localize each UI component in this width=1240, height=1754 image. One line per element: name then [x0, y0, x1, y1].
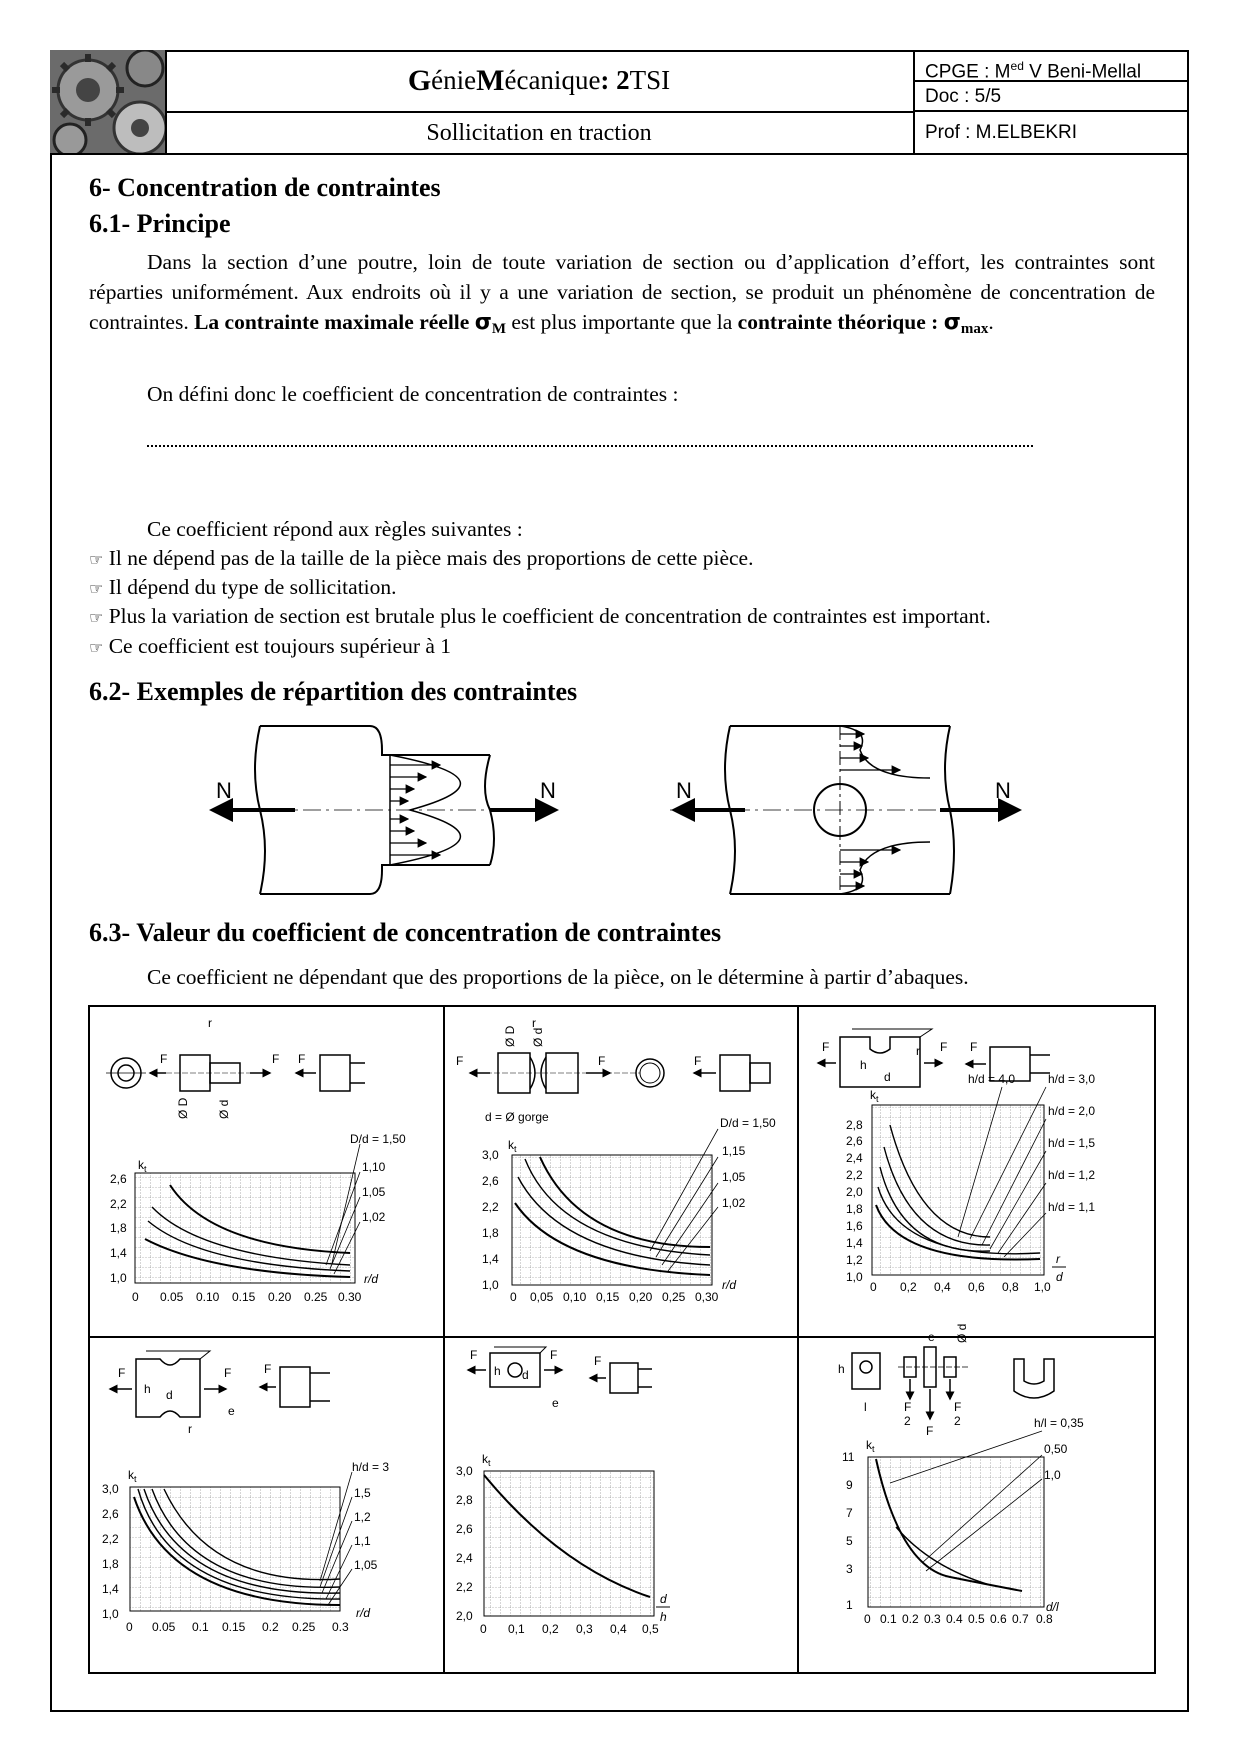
radius-label: r [188, 1422, 192, 1436]
document-title: G énie M écanique : 2 TSI [165, 50, 913, 113]
abaque-plate-with-hole [456, 1347, 670, 1636]
x-axis-label-num: d [660, 1592, 667, 1606]
prof-name: Prof : M.ELBEKRI [925, 122, 1078, 143]
x-axis-label: r/d [364, 1272, 379, 1286]
x-tick: 0,25 [662, 1290, 686, 1304]
x-tick: 0,30 [695, 1290, 719, 1304]
x-tick: 0,2 [542, 1622, 559, 1636]
force-label: F [118, 1366, 126, 1380]
y-tick: 2,0 [846, 1185, 863, 1199]
section-6-title: 6- Concentration de contraintes [89, 173, 441, 202]
force-label-right: N [540, 778, 556, 803]
kt-label: $k_t$ [866, 1438, 875, 1454]
x-axis-label-den: d [1056, 1270, 1063, 1284]
curve-label: 1,5 [354, 1486, 371, 1500]
curve-label: 1,15 [722, 1144, 746, 1158]
y-tick: 7 [846, 1506, 853, 1520]
curve-label: 1,05 [354, 1558, 378, 1572]
force-fraction-label: F [904, 1400, 912, 1414]
header [50, 50, 1189, 155]
y-tick: 11 [842, 1450, 855, 1464]
curve-label: D/d = 1,50 [720, 1116, 776, 1130]
force-label-right: N [995, 778, 1011, 803]
y-tick: 1,4 [110, 1246, 127, 1260]
x-tick: 0.05 [152, 1620, 176, 1634]
y-tick: 1,8 [482, 1226, 499, 1240]
y-tick: 1,4 [846, 1236, 863, 1250]
x-tick: 0.2 [262, 1620, 279, 1634]
x-tick: 0,20 [629, 1290, 653, 1304]
section-6-3-title: 6.3- Valeur du coefficient de concentration de contraintes [89, 918, 722, 947]
y-tick: 2,6 [110, 1172, 127, 1186]
curve-label: h/d = 2,0 [1048, 1104, 1096, 1118]
depth-label: d [884, 1070, 891, 1084]
force-label: F [940, 1040, 948, 1054]
curve-label: 1,10 [362, 1160, 386, 1174]
x-tick: 0,4 [610, 1622, 627, 1636]
thickness-label: e [552, 1396, 559, 1410]
curve-label: h/d = 1,5 [1048, 1136, 1096, 1150]
pointing-hand-icon: ☞ [89, 608, 104, 627]
radius-label: r [916, 1044, 920, 1058]
length-label: l [864, 1400, 867, 1414]
x-tick: 0.3 [332, 1620, 349, 1634]
force-fraction-label: F [954, 1400, 962, 1414]
rule-item: ☞ Il dépend du type de sollicitation. [89, 575, 397, 599]
curve-label: D/d = 1,50 [350, 1132, 406, 1146]
force-label-left: N [216, 778, 232, 803]
kt-label: $k_t$ [138, 1158, 147, 1174]
kt-label: $k_t$ [508, 1138, 517, 1154]
rule-item: ☞ Plus la variation de section est brutale plus le coefficient de concentration de contraintes est important. [89, 604, 991, 628]
x-tick: 0,10 [563, 1290, 587, 1304]
curve-label: h/d = 1,1 [1048, 1200, 1096, 1214]
radius-label: r [532, 1016, 536, 1030]
shoulder-diagram [210, 726, 555, 894]
y-tick: 1,8 [110, 1221, 127, 1235]
rules-intro: Ce coefficient répond aux règles suivantes : [147, 517, 523, 541]
y-tick: 1,0 [102, 1607, 119, 1621]
diameter-label: Ø D [503, 1025, 517, 1047]
thickness-label: e [228, 1404, 235, 1418]
kt-label: $k_t$ [482, 1452, 491, 1468]
force-label: F [550, 1348, 558, 1362]
y-tick: 2,2 [482, 1200, 499, 1214]
x-tick: 0 [510, 1290, 517, 1304]
x-tick: 0.5 [968, 1612, 985, 1626]
answer-dotted-line [147, 445, 1033, 447]
abaque-notched-plate [818, 1029, 1095, 1294]
doc-number: Doc : 5/5 [915, 82, 1189, 112]
curve-label: 1,05 [362, 1185, 386, 1199]
force-label: F [470, 1348, 478, 1362]
x-tick: 0.3 [924, 1612, 941, 1626]
x-tick: 0.10 [196, 1290, 220, 1304]
diameter-label: Ø D [176, 1097, 190, 1119]
section-6-2-title: 6.2- Exemples de répartition des contraintes [89, 677, 578, 706]
gears-logo [50, 50, 167, 153]
y-tick: 9 [846, 1478, 853, 1492]
y-tick: 2,6 [482, 1174, 499, 1188]
x-tick: 1,0 [1034, 1280, 1051, 1294]
diameter-label: d [522, 1368, 529, 1382]
diameter-label: Ø d [531, 1027, 545, 1047]
x-tick: 0 [132, 1290, 139, 1304]
y-tick: 3,0 [456, 1464, 473, 1478]
x-tick: 0 [480, 1622, 487, 1636]
abaque-grooved-plate [102, 1351, 389, 1634]
x-axis-label-num: r [1056, 1252, 1060, 1266]
depth-label: d [166, 1388, 173, 1402]
y-tick: 1,0 [110, 1271, 127, 1285]
x-tick: 0.20 [268, 1290, 292, 1304]
force-label: F [160, 1052, 168, 1066]
height-label: h [494, 1364, 501, 1378]
stress-distribution-diagrams [200, 720, 1050, 900]
force-label: F [298, 1052, 306, 1066]
definition-intro: On défini donc le coefficient de concentration de contraintes : [147, 382, 679, 406]
y-tick: 2,2 [846, 1168, 863, 1182]
y-tick: 2,2 [102, 1532, 119, 1546]
force-label: F [224, 1366, 232, 1380]
x-tick: 0 [864, 1612, 871, 1626]
abaque-intro: Ce coefficient ne dépendant que des proportions de la pièce, on le détermine à partir d’abaques. [147, 965, 969, 989]
x-tick: 0,2 [900, 1280, 917, 1294]
gorge-label: d = Ø gorge [485, 1110, 549, 1124]
rule-item: ☞ Il ne dépend pas de la taille de la pièce mais des proportions de cette pièce. [89, 546, 754, 570]
force-label: F [694, 1054, 702, 1068]
kt-label: $k_t$ [128, 1468, 137, 1484]
x-tick: 0.2 [902, 1612, 919, 1626]
x-tick: 0.25 [304, 1290, 328, 1304]
x-tick: 0.15 [222, 1620, 246, 1634]
force-label: F [594, 1354, 602, 1368]
x-tick: 0,6 [968, 1280, 985, 1294]
y-tick: 2,8 [846, 1118, 863, 1132]
y-tick: 3,0 [102, 1482, 119, 1496]
pointing-hand-icon: ☞ [89, 550, 104, 569]
y-tick: 1,4 [482, 1252, 499, 1266]
x-axis-label-den: h [660, 1610, 667, 1624]
x-tick: 0 [870, 1280, 877, 1294]
force-fraction-label: 2 [904, 1414, 911, 1428]
thickness-label: e [928, 1330, 935, 1344]
curve-label: 1,02 [722, 1196, 746, 1210]
x-tick: 0,5 [642, 1622, 659, 1636]
force-label: F [970, 1040, 978, 1054]
curve-label: 1,02 [362, 1210, 386, 1224]
y-tick: 2,4 [846, 1151, 863, 1165]
curve-label: h/d = 3 [352, 1460, 390, 1474]
x-tick: 0.7 [1012, 1612, 1029, 1626]
school-label: CPGE : $M^{ed}$ V Beni-Mellal [915, 50, 1189, 82]
x-tick: 0,05 [530, 1290, 554, 1304]
x-tick: 0,8 [1002, 1280, 1019, 1294]
x-axis-label: r/d [722, 1278, 737, 1292]
curve-label: 1,05 [722, 1170, 746, 1184]
x-tick: 0.25 [292, 1620, 316, 1634]
y-tick: 3,0 [482, 1148, 499, 1162]
force-label: F [598, 1054, 606, 1068]
y-tick: 1,0 [482, 1278, 499, 1292]
abaque-grooved-shaft [456, 1016, 776, 1304]
x-tick: 0.1 [192, 1620, 209, 1634]
curve-label: h/d = 3,0 [1048, 1072, 1096, 1086]
abaques-table [88, 1005, 1156, 1674]
x-axis-label: r/d [356, 1606, 371, 1620]
y-tick: 1,8 [846, 1202, 863, 1216]
height-label: h [144, 1382, 151, 1396]
force-label: F [926, 1424, 934, 1438]
y-tick: 1,6 [846, 1219, 863, 1233]
y-tick: 2,2 [110, 1197, 127, 1211]
y-tick: 2,4 [456, 1551, 473, 1565]
principle-paragraph: Dans la section d’une poutre, loin de toute variation de section ou d’application d’effort, les contraintes sont réparties uniformément. Aux endroits où il y a une variation de section, se produit un phénomène de concentration de contraintes. La contrainte maximale réelle σM est plus importante que la contrainte théorique : σmax. [89, 250, 1155, 337]
y-tick: 3 [846, 1562, 853, 1576]
x-tick: 0,15 [596, 1290, 620, 1304]
x-tick: 0.6 [990, 1612, 1007, 1626]
y-tick: 1 [846, 1598, 853, 1612]
x-tick: 0,3 [576, 1622, 593, 1636]
y-tick: 2,6 [102, 1507, 119, 1521]
height-label: h [838, 1362, 845, 1376]
y-tick: 1,0 [846, 1270, 863, 1284]
force-label-left: N [676, 778, 692, 803]
kt-label: $k_t$ [870, 1088, 879, 1104]
x-tick: 0,4 [934, 1280, 951, 1294]
x-tick: 0.1 [880, 1612, 897, 1626]
y-tick: 2,2 [456, 1580, 473, 1594]
y-tick: 1,4 [102, 1582, 119, 1596]
x-tick: 0.30 [338, 1290, 362, 1304]
y-tick: 5 [846, 1534, 853, 1548]
pointing-hand-icon: ☞ [89, 579, 104, 598]
x-tick: 0.4 [946, 1612, 963, 1626]
diameter-label: Ø d [955, 1323, 969, 1343]
document-subtitle: Sollicitation en traction [426, 119, 652, 146]
abaque-shoulder-shaft [106, 1016, 406, 1304]
curve-label: 1,0 [1044, 1468, 1061, 1482]
hole-diagram [670, 726, 1020, 894]
y-tick: 2,8 [456, 1493, 473, 1507]
y-tick: 1,8 [102, 1557, 119, 1571]
abaque-pin-clevis [838, 1324, 1084, 1626]
y-tick: 2,6 [456, 1522, 473, 1536]
x-tick: 0,1 [508, 1622, 525, 1636]
x-tick: 0.15 [232, 1290, 256, 1304]
force-label: F [456, 1054, 464, 1068]
force-label: F [822, 1040, 830, 1054]
force-label: F [264, 1362, 272, 1376]
curve-label: 0,50 [1044, 1442, 1068, 1456]
x-axis-label: d/l [1046, 1600, 1059, 1614]
height-label: h [860, 1058, 867, 1072]
curve-label: h/d = 4,0 [968, 1072, 1016, 1086]
curve-label: 1,1 [354, 1534, 371, 1548]
section-6-1-title: 6.1- Principe [89, 209, 231, 238]
curve-label: h/l = 0,35 [1034, 1416, 1084, 1430]
curve-label: 1,2 [354, 1510, 371, 1524]
curve-label: h/d = 1,2 [1048, 1168, 1096, 1182]
y-tick: 2,6 [846, 1134, 863, 1148]
pointing-hand-icon: ☞ [89, 638, 104, 657]
y-tick: 2,0 [456, 1609, 473, 1623]
x-tick: 0.8 [1036, 1612, 1053, 1626]
diameter-label: Ø d [217, 1099, 231, 1119]
force-fraction-label: 2 [954, 1414, 961, 1428]
x-tick: 0 [126, 1620, 133, 1634]
radius-label: r [208, 1016, 212, 1030]
x-tick: 0.05 [160, 1290, 184, 1304]
force-label: F [272, 1052, 280, 1066]
rule-item: ☞ Ce coefficient est toujours supérieur à 1 [89, 634, 452, 658]
y-tick: 1,2 [846, 1253, 863, 1267]
